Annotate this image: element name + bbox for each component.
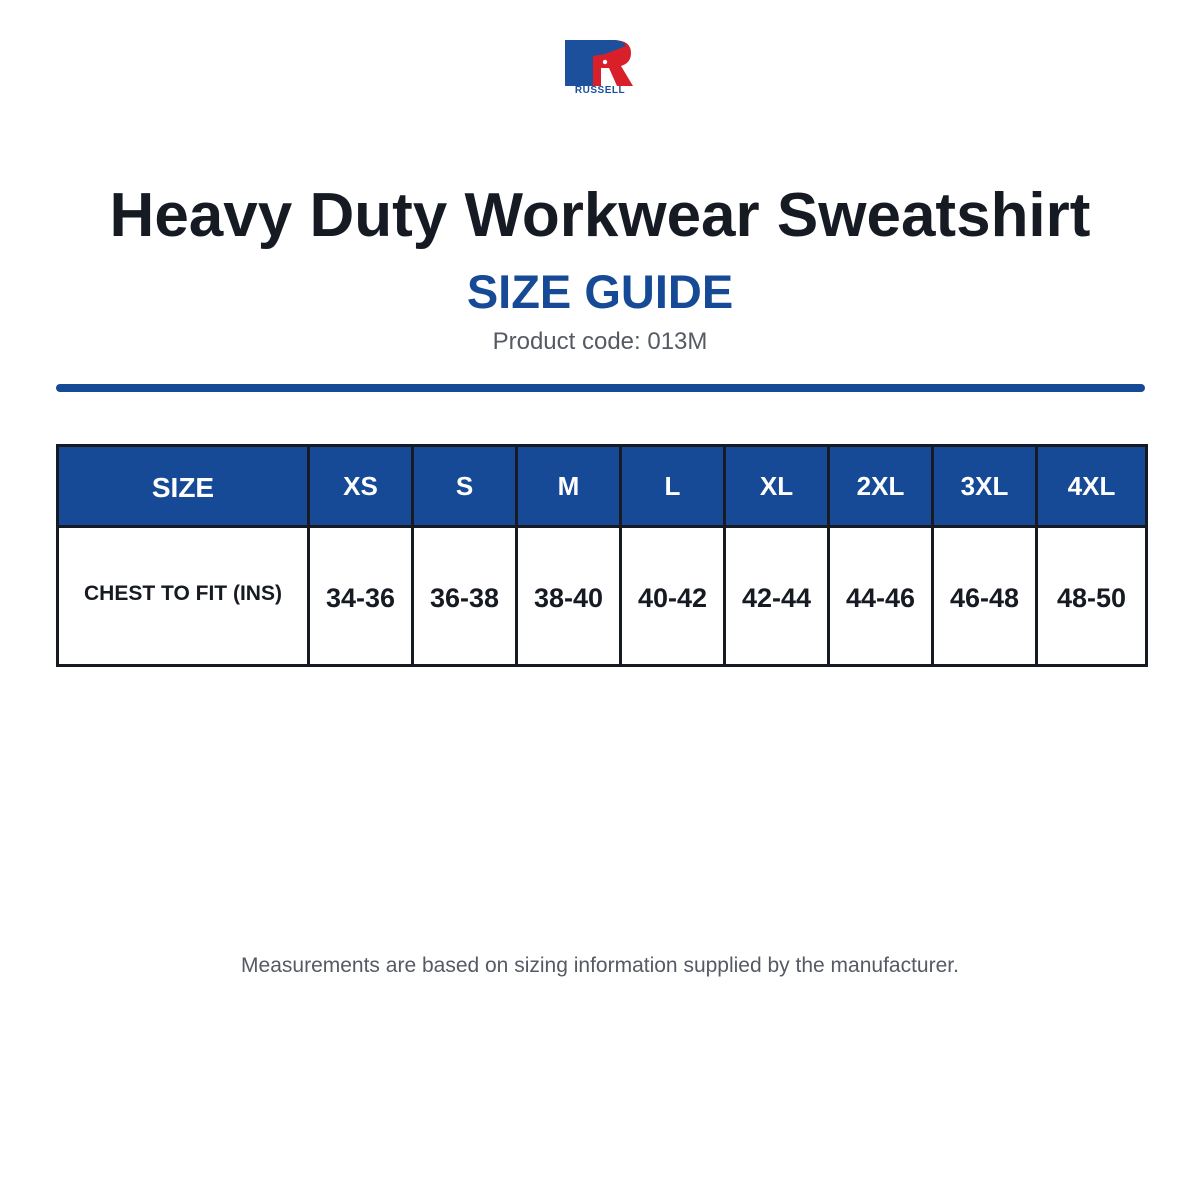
chest-value-cell: 46-48 (933, 527, 1037, 666)
chest-row (58, 527, 1147, 666)
size-header-cell: 4XL (1037, 446, 1147, 527)
chest-value-cell: 34-36 (309, 527, 413, 666)
russell-logo-icon (565, 40, 635, 86)
footer-note: Measurements are based on sizing information supplied by the manufacturer. (241, 954, 959, 977)
chest-value-cell: 40-42 (621, 527, 725, 666)
page-title: Heavy Duty Workwear Sweatshirt (109, 181, 1091, 250)
brand-wordmark: RUSSELL (574, 85, 626, 96)
divider-rule (56, 384, 1145, 392)
size-header-row (58, 446, 1147, 527)
chest-row-label: CHEST TO FIT (INS) (58, 527, 309, 666)
size-header-cell: 3XL (933, 446, 1037, 527)
page-subtitle: SIZE GUIDE (466, 265, 734, 318)
chest-value-cell: 36-38 (413, 527, 517, 666)
size-header-cell: S (413, 446, 517, 527)
size-header-label: SIZE (58, 446, 309, 527)
size-header-cell: L (621, 446, 725, 527)
product-code: Product code: 013M (492, 328, 708, 355)
size-header-cell: XS (309, 446, 413, 527)
size-header-cell: M (517, 446, 621, 527)
size-table (56, 444, 1148, 667)
chest-value-cell: 48-50 (1037, 527, 1147, 666)
chest-value-cell: 44-46 (829, 527, 933, 666)
chest-value-cell: 38-40 (517, 527, 621, 666)
chest-value-cell: 42-44 (725, 527, 829, 666)
size-header-cell: XL (725, 446, 829, 527)
size-header-cell: 2XL (829, 446, 933, 527)
